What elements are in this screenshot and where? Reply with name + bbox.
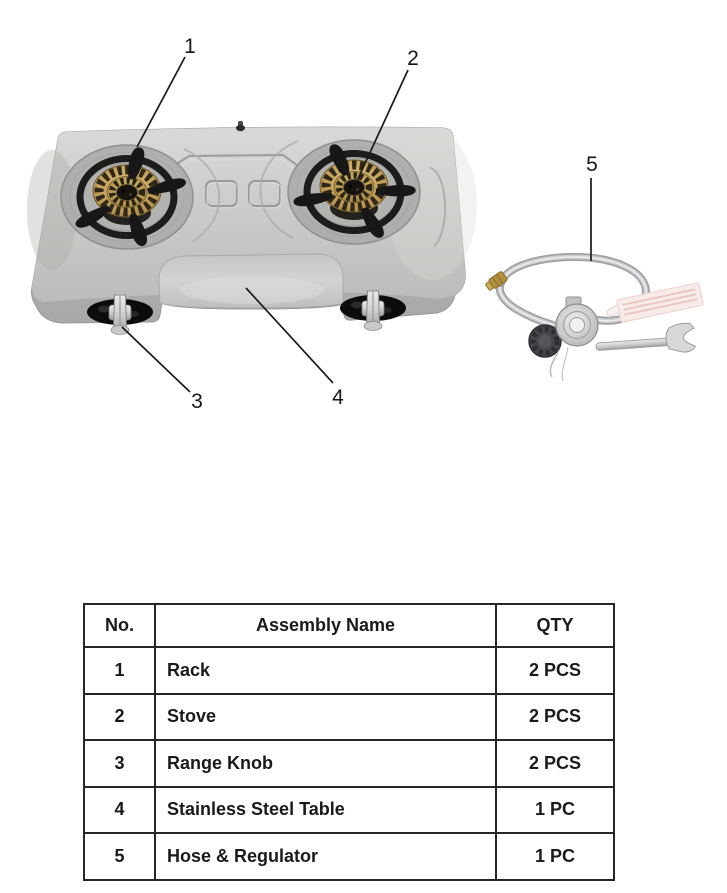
cell-qty: 1 PC	[496, 833, 614, 880]
col-header-qty: QTY	[496, 604, 614, 647]
ignition-screw	[236, 121, 245, 131]
callout-line-3	[122, 327, 190, 392]
wrench	[595, 323, 696, 359]
stove-illustration	[27, 121, 477, 335]
cell-no: 4	[84, 787, 155, 834]
cell-name: Stainless Steel Table	[155, 787, 496, 834]
cell-no: 1	[84, 647, 155, 694]
table-row	[84, 787, 614, 834]
cell-no: 5	[84, 833, 155, 880]
cell-qty: 2 PCS	[496, 740, 614, 787]
parts-table	[83, 603, 615, 881]
regulator	[529, 297, 598, 381]
col-header-name: Assembly Name	[155, 604, 496, 647]
cell-qty: 2 PCS	[496, 647, 614, 694]
cell-qty: 1 PC	[496, 787, 614, 834]
cell-qty: 2 PCS	[496, 694, 614, 741]
cell-name: Range Knob	[155, 740, 496, 787]
cell-no: 3	[84, 740, 155, 787]
callout-label-5: 5	[586, 153, 598, 176]
col-header-no: No.	[84, 604, 155, 647]
table-row	[84, 833, 614, 880]
hose-regulator-illustration	[484, 257, 703, 381]
callout-label-3: 3	[191, 390, 203, 413]
table-row	[84, 694, 614, 741]
table-row	[84, 740, 614, 787]
cell-no: 2	[84, 694, 155, 741]
burner-right	[288, 140, 420, 244]
callout-label-4: 4	[332, 386, 344, 409]
cell-name: Hose & Regulator	[155, 833, 496, 880]
table-row	[84, 647, 614, 694]
cell-name: Stove	[155, 694, 496, 741]
table-header-row	[84, 604, 614, 647]
cell-name: Rack	[155, 647, 496, 694]
callout-label-2: 2	[407, 47, 419, 70]
burner-left	[61, 145, 193, 249]
callout-label-1: 1	[184, 35, 196, 58]
